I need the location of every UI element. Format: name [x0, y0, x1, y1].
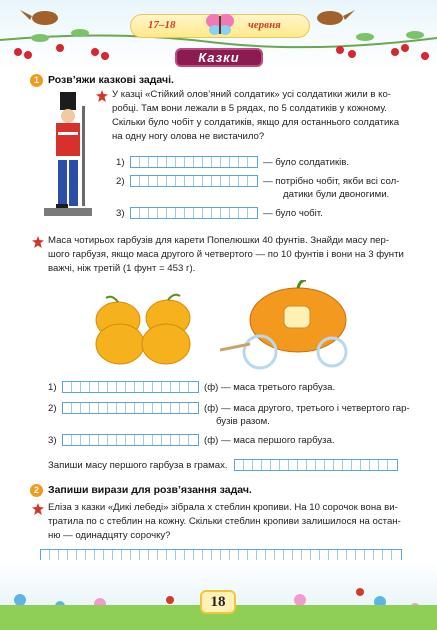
problem-1-text	[112, 88, 422, 144]
answer-cells-input[interactable]	[62, 434, 199, 446]
answer-cells-input[interactable]	[130, 207, 258, 219]
answer-caption-continued: бузів разом.	[216, 416, 270, 427]
problem-1-line: У казці «Стійкий олов’яний солдатик» усі солдатики жили в ко-	[112, 89, 391, 100]
task-title: Запиши вирази для розв’язання задач.	[48, 484, 252, 496]
answer-cells-input[interactable]	[130, 156, 258, 168]
task-2-text	[48, 501, 428, 543]
page-title: Казки	[175, 48, 263, 67]
task-title: Розв’яжи казкові задачі.	[48, 74, 174, 86]
date-range: 17–18	[148, 19, 176, 31]
problem-2-text	[48, 234, 428, 276]
answer-row	[48, 433, 335, 447]
answer-caption: — було солдатиків.	[263, 156, 350, 168]
answer-label: 2)	[48, 402, 57, 414]
grams-label: Запиши масу першого гарбуза в грамах.	[48, 459, 228, 471]
grams-cells-input[interactable]	[234, 459, 398, 471]
star-marker-icon	[32, 503, 44, 515]
answer-caption-continued: датики були двоногими.	[283, 189, 390, 200]
task-2-line: Еліза з казки «Дикі лебеді» зібрала x стеблин кропиви. На 10 сорочок вона ви-	[48, 502, 398, 513]
answer-row	[48, 380, 335, 394]
answer-row	[116, 174, 399, 188]
answer-label: 1)	[48, 381, 57, 393]
answer-caption: — потрібно чобіт, якби всі сол-	[263, 175, 400, 187]
answer-row	[116, 206, 323, 220]
star-marker-icon	[32, 236, 44, 248]
problem-1-line: робці. Там вони лежали в 5 рядах, по 5 солдатиків у кожному.	[112, 103, 387, 114]
answer-label: 3)	[116, 207, 125, 219]
answer-label: 3)	[48, 434, 57, 446]
answer-cells-input[interactable]	[62, 402, 199, 414]
page-header	[0, 0, 437, 70]
butterfly-icon	[205, 12, 235, 36]
answer-label: 2)	[116, 175, 125, 187]
answer-cells-input[interactable]	[62, 381, 199, 393]
pumpkins-illustration	[90, 288, 200, 368]
problem-1-line: Скільки було чобіт у солдатиків, якщо для останнього солдатика	[112, 117, 400, 128]
answer-row	[48, 401, 410, 415]
problem-2-line: Маса чотирьох гарбузів для карети Попелюшки 40 фунтів. Знайди масу пер-	[48, 235, 390, 246]
star-marker-icon	[96, 90, 108, 102]
answer-caption: — було чобіт.	[263, 207, 323, 219]
page-number: 18	[200, 590, 236, 614]
task-number-badge: 1	[30, 74, 43, 87]
task-2-line: ню — одинадцяту сорочку?	[48, 530, 171, 541]
answer-cells-input[interactable]	[130, 175, 258, 187]
grams-row	[48, 458, 398, 472]
tin-soldier-illustration	[36, 92, 100, 222]
answer-caption: (ф) — маса третього гарбуза.	[204, 381, 336, 393]
problem-1-line: на одну ногу олова не вистачило?	[112, 131, 265, 142]
answer-row	[116, 155, 349, 169]
pumpkin-carriage-illustration	[220, 280, 370, 372]
task-number-badge: 2	[30, 484, 43, 497]
answer-label: 1)	[116, 156, 125, 168]
problem-2-line: важчі, ніж третій (1 фунт = 453 г).	[48, 263, 196, 274]
task-2-line: тратила по c стеблин на кожну. Скільки стеблин кропиви залишилося на остан-	[48, 516, 401, 527]
month-label: червня	[248, 19, 281, 31]
problem-2-line: шого гарбузя, якщо маса другого й четвертого — по 10 фунтів і вони на 3 фунти	[48, 249, 404, 260]
answer-caption: (ф) — маса другого, третього і четвертого гар-	[204, 402, 410, 414]
answer-caption: (ф) — маса першого гарбуза.	[204, 434, 335, 446]
